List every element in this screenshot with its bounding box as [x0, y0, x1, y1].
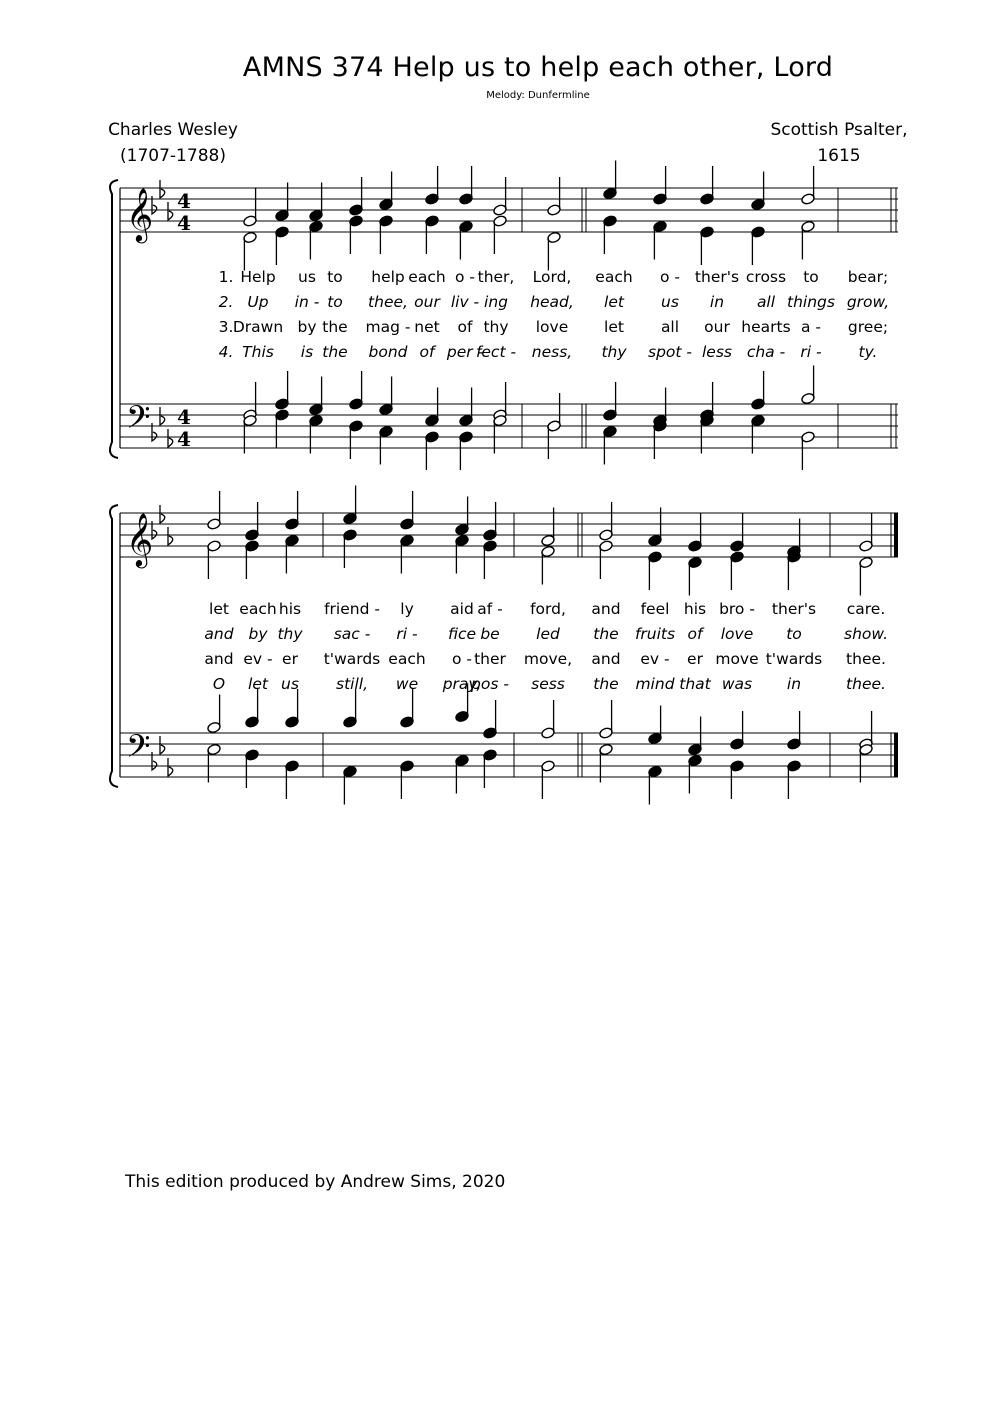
lyric-line — [0, 293, 992, 317]
lyric-syllable: o - — [451, 650, 473, 668]
lyric-syllable: thy — [277, 625, 303, 643]
lyric-syllable: show. — [844, 625, 888, 643]
lyric-syllable: pray, — [442, 675, 482, 693]
flat-icon — [160, 736, 165, 754]
lyric-syllable: cha - — [746, 343, 786, 361]
lyric-syllable: our — [414, 293, 440, 311]
lyric-syllable: per - — [446, 343, 484, 361]
lyric-syllable: our — [704, 318, 730, 336]
lyric-syllable: bro - — [719, 600, 755, 618]
lyric-syllable: mind — [635, 675, 675, 693]
time-signature-top: 4 — [177, 189, 191, 213]
lyric-syllable: ther, — [477, 268, 515, 286]
flat-icon — [160, 407, 165, 425]
lyric-syllable: O — [212, 675, 226, 693]
lyric-line — [0, 268, 992, 292]
time-signature-bottom: 4 — [177, 211, 191, 235]
lyric-syllable: less — [702, 343, 732, 361]
lyric-syllable: love — [720, 625, 754, 643]
lyric-syllable: and — [204, 650, 234, 668]
lyric-syllable: to — [327, 293, 343, 311]
verse-number: 1. — [218, 268, 234, 286]
lyric-syllable: in — [786, 675, 802, 693]
lyric-syllable: ness, — [531, 343, 573, 361]
lyric-syllable: er — [687, 650, 703, 668]
treble-clef-icon: 𝄞 — [126, 187, 154, 241]
lyric-syllable: move, — [523, 650, 573, 668]
treble-clef-icon: 𝄞 — [126, 512, 154, 566]
flat-icon — [168, 202, 173, 220]
lyric-syllable: fect - — [475, 343, 517, 361]
lyric-syllable: pos - — [471, 675, 509, 693]
verse-number: 4. — [218, 343, 234, 361]
lyric-syllable: the — [322, 343, 348, 361]
bass-clef-icon: 𝄢 — [126, 399, 151, 443]
lyric-syllable: ty. — [858, 343, 878, 361]
lyric-syllable: aid — [450, 600, 474, 618]
lyric-syllable: ing — [484, 293, 508, 311]
lyric-syllable: Lord, — [532, 268, 572, 286]
lyric-syllable: to — [327, 268, 343, 286]
lyric-syllable: let — [604, 293, 624, 311]
lyric-syllable: spot - — [648, 343, 692, 361]
lyric-syllable: ford, — [530, 600, 566, 618]
lyric-syllable: Up — [247, 293, 269, 311]
lyric-syllable: o - — [659, 268, 681, 286]
lyric-syllable: to — [803, 268, 819, 286]
flat-icon — [160, 505, 165, 523]
lyric-syllable: ri - — [396, 625, 418, 643]
lyric-syllable: each — [388, 650, 426, 668]
lyric-syllable: by — [248, 625, 268, 643]
lyric-syllable: ev - — [243, 650, 273, 668]
lyric-syllable: a - — [800, 318, 822, 336]
verse-number: 2. — [218, 293, 234, 311]
lyric-syllable: bear; — [847, 268, 889, 286]
lyric-syllable: still, — [336, 675, 368, 693]
lyric-syllable: to — [786, 625, 802, 643]
lyric-syllable: and — [591, 600, 621, 618]
author-dates: (1707-1788) — [120, 146, 226, 166]
lyric-syllable: gree; — [847, 318, 889, 336]
score-notes — [207, 161, 874, 805]
lyric-syllable: t'wards — [765, 650, 823, 668]
lyric-syllable: fruits — [634, 625, 676, 643]
lyric-syllable: Drawn — [232, 318, 284, 336]
lyric-syllable: ri - — [800, 343, 822, 361]
lyric-syllable: in - — [294, 293, 320, 311]
flat-icon — [168, 527, 173, 545]
lyric-syllable: in — [709, 293, 725, 311]
time-signature-top: 4 — [177, 405, 191, 429]
lyric-line — [0, 343, 992, 367]
lyric-syllable: This — [242, 343, 274, 361]
lyric-syllable: us — [281, 675, 299, 693]
lyric-syllable: by — [297, 318, 317, 336]
lyric-syllable: let — [248, 675, 268, 693]
lyric-syllable: ther's — [771, 600, 817, 618]
lyric-syllable: of — [457, 318, 473, 336]
lyric-syllable: mag - — [365, 318, 411, 336]
lyric-syllable: his — [683, 600, 707, 618]
lyric-syllable: each — [239, 600, 277, 618]
lyric-syllable: the — [593, 675, 619, 693]
lyric-line — [0, 625, 992, 649]
lyric-syllable: and — [591, 650, 621, 668]
lyric-syllable: bond — [368, 343, 408, 361]
lyric-line — [0, 600, 992, 624]
lyric-line — [0, 675, 992, 699]
bass-clef-icon: 𝄢 — [126, 728, 151, 772]
lyric-syllable: fice — [447, 625, 477, 643]
lyric-syllable: ly — [400, 600, 414, 618]
lyric-syllable: thee, — [368, 293, 408, 311]
time-signature-bottom: 4 — [177, 427, 191, 451]
lyric-syllable: ev - — [640, 650, 670, 668]
lyric-syllable: his — [278, 600, 302, 618]
lyric-syllable: let — [209, 600, 229, 618]
lyric-syllable: t'wards — [323, 650, 381, 668]
lyric-syllable: move — [715, 650, 759, 668]
lyric-syllable: and — [204, 625, 234, 643]
lyric-syllable: was — [721, 675, 753, 693]
lyric-syllable: friend - — [324, 600, 380, 618]
lyric-syllable: each — [595, 268, 633, 286]
source-year: 1615 — [817, 146, 861, 166]
lyric-syllable: thy — [483, 318, 509, 336]
edition-credit: This edition produced by Andrew Sims, 2020 — [125, 1172, 506, 1192]
lyric-syllable: the — [593, 625, 619, 643]
flat-icon — [160, 180, 165, 198]
lyric-syllable: us — [298, 268, 316, 286]
lyric-syllable: us — [661, 293, 679, 311]
lyric-syllable: we — [395, 675, 419, 693]
lyric-syllable: hearts — [741, 318, 791, 336]
lyric-syllable: head, — [530, 293, 574, 311]
lyric-syllable: help — [371, 268, 405, 286]
lyric-syllable: of — [687, 625, 703, 643]
lyric-syllable: er — [282, 650, 298, 668]
lyric-syllable: let — [604, 318, 624, 336]
lyric-syllable: ther — [474, 650, 506, 668]
lyric-syllable: liv - — [450, 293, 480, 311]
lyric-syllable: Help — [240, 268, 276, 286]
lyric-syllable: of — [419, 343, 435, 361]
lyric-syllable: ther's — [694, 268, 740, 286]
lyric-syllable: o - — [454, 268, 476, 286]
lyric-syllable: is — [300, 343, 314, 361]
lyric-syllable: care. — [846, 600, 886, 618]
melody-name: Melody: Dunfermline — [486, 90, 590, 101]
source-name: Scottish Psalter, — [770, 120, 908, 140]
lyric-syllable: sess — [531, 675, 565, 693]
lyric-syllable: all — [660, 318, 680, 336]
lyric-line — [0, 650, 992, 674]
lyric-syllable: grow, — [846, 293, 890, 311]
lyric-syllable: af - — [477, 600, 503, 618]
lyric-line — [0, 318, 992, 342]
lyric-syllable: that — [679, 675, 711, 693]
flat-icon — [168, 758, 173, 776]
lyric-syllable: be — [480, 625, 500, 643]
lyric-syllable: thee. — [846, 650, 886, 668]
lyric-syllable: thee. — [846, 675, 886, 693]
flat-icon — [168, 429, 173, 447]
lyric-syllable: net — [414, 318, 440, 336]
page-title: AMNS 374 Help us to help each other, Lord — [242, 52, 834, 83]
lyric-syllable: love — [535, 318, 569, 336]
lyric-syllable: led — [536, 625, 560, 643]
lyric-syllable: things — [787, 293, 835, 311]
lyric-syllable: cross — [745, 268, 787, 286]
lyric-syllable: all — [756, 293, 776, 311]
lyric-syllable: each — [408, 268, 446, 286]
verse-number: 3. — [218, 318, 234, 336]
author-name: Charles Wesley — [108, 120, 238, 140]
lyric-syllable: thy — [601, 343, 627, 361]
lyric-syllable: feel — [640, 600, 670, 618]
lyric-syllable: sac - — [333, 625, 371, 643]
lyric-syllable: the — [322, 318, 348, 336]
